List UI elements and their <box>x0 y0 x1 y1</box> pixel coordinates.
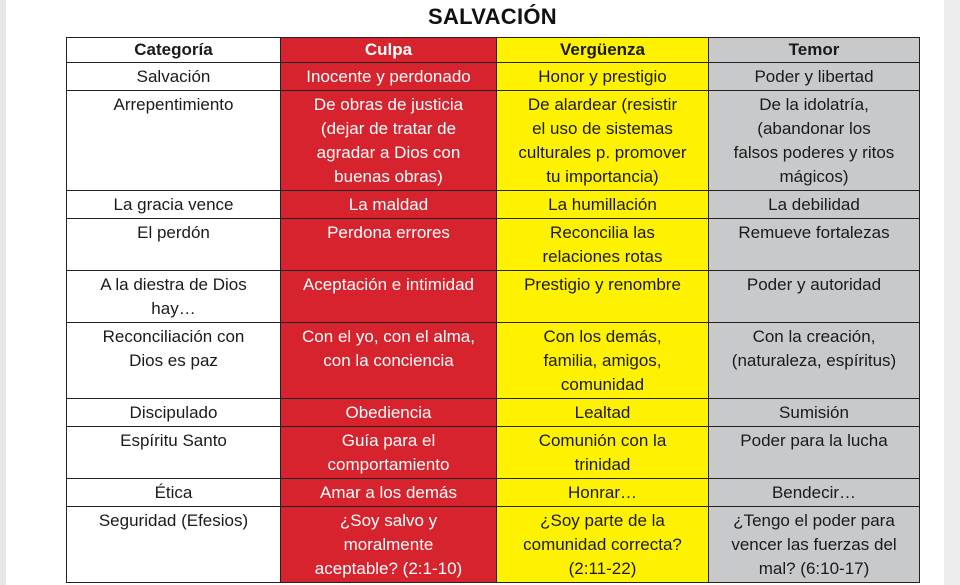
cell-categoria: Ética <box>67 479 281 507</box>
cell-culpa: De obras de justicia (dejar de tratar de agradar a Dios con buenas obras) <box>281 91 497 191</box>
table-row <box>67 323 920 399</box>
table-row <box>67 219 920 271</box>
cell-temor: ¿Tengo el poder para vencer las fuerzas del mal? (6:10-17) <box>709 507 920 583</box>
cell-temor: Sumisión <box>709 399 920 427</box>
cell-categoria: Reconciliación con Dios es paz <box>67 323 281 399</box>
cell-categoria: Salvación <box>67 63 281 91</box>
cell-verguenza: Honrar… <box>497 479 709 507</box>
cell-culpa: Guía para el comportamiento <box>281 427 497 479</box>
header-row <box>67 38 920 63</box>
cell-culpa: Perdona errores <box>281 219 497 271</box>
cell-categoria: La gracia vence <box>67 191 281 219</box>
page-right-margin <box>944 0 960 585</box>
cell-temor: Bendecir… <box>709 479 920 507</box>
cell-culpa: La maldad <box>281 191 497 219</box>
cell-categoria: Espíritu Santo <box>67 427 281 479</box>
header-categoria: Categoría <box>67 38 281 63</box>
cell-verguenza: Honor y prestigio <box>497 63 709 91</box>
page-title: SALVACIÓN <box>428 4 557 29</box>
table-row <box>67 427 920 479</box>
cell-temor: Poder y autoridad <box>709 271 920 323</box>
table-row <box>67 507 920 583</box>
table-row <box>67 271 920 323</box>
cell-categoria: Discipulado <box>67 399 281 427</box>
cell-verguenza: Reconcilia las relaciones rotas <box>497 219 709 271</box>
table-row <box>67 191 920 219</box>
header-culpa: Culpa <box>281 38 497 63</box>
table-row <box>67 63 920 91</box>
cell-verguenza: De alardear (resistir el uso de sistemas culturales p. promover tu importancia) <box>497 91 709 191</box>
cell-verguenza: Lealtad <box>497 399 709 427</box>
cell-temor: De la idolatría, (abandonar los falsos poderes y ritos mágicos) <box>709 91 920 191</box>
cell-categoria: El perdón <box>67 219 281 271</box>
cell-culpa: Aceptación e intimidad <box>281 271 497 323</box>
table-row <box>67 399 920 427</box>
cell-temor: Poder y libertad <box>709 63 920 91</box>
table-row <box>67 91 920 191</box>
cell-temor: Remueve fortalezas <box>709 219 920 271</box>
cell-verguenza: ¿Soy parte de la comunidad correcta? (2:11-22) <box>497 507 709 583</box>
cell-culpa: ¿Soy salvo y moralmente aceptable? (2:1-10) <box>281 507 497 583</box>
cell-verguenza: Con los demás, familia, amigos, comunidad <box>497 323 709 399</box>
header-verguenza: Vergüenza <box>497 38 709 63</box>
cell-categoria: A la diestra de Dios hay… <box>67 271 281 323</box>
cell-verguenza: Prestigio y renombre <box>497 271 709 323</box>
cell-verguenza: La humillación <box>497 191 709 219</box>
salvation-table <box>66 37 920 583</box>
cell-culpa: Amar a los demás <box>281 479 497 507</box>
header-temor: Temor <box>709 38 920 63</box>
page-left-margin <box>0 0 6 585</box>
cell-categoria: Arrepentimiento <box>67 91 281 191</box>
cell-temor: Poder para la lucha <box>709 427 920 479</box>
cell-temor: La debilidad <box>709 191 920 219</box>
cell-culpa: Obediencia <box>281 399 497 427</box>
cell-culpa: Inocente y perdonado <box>281 63 497 91</box>
table-row <box>67 479 920 507</box>
cell-verguenza: Comunión con la trinidad <box>497 427 709 479</box>
cell-temor: Con la creación, (naturaleza, espíritus) <box>709 323 920 399</box>
cell-culpa: Con el yo, con el alma, con la conciencia <box>281 323 497 399</box>
cell-categoria: Seguridad (Efesios) <box>67 507 281 583</box>
